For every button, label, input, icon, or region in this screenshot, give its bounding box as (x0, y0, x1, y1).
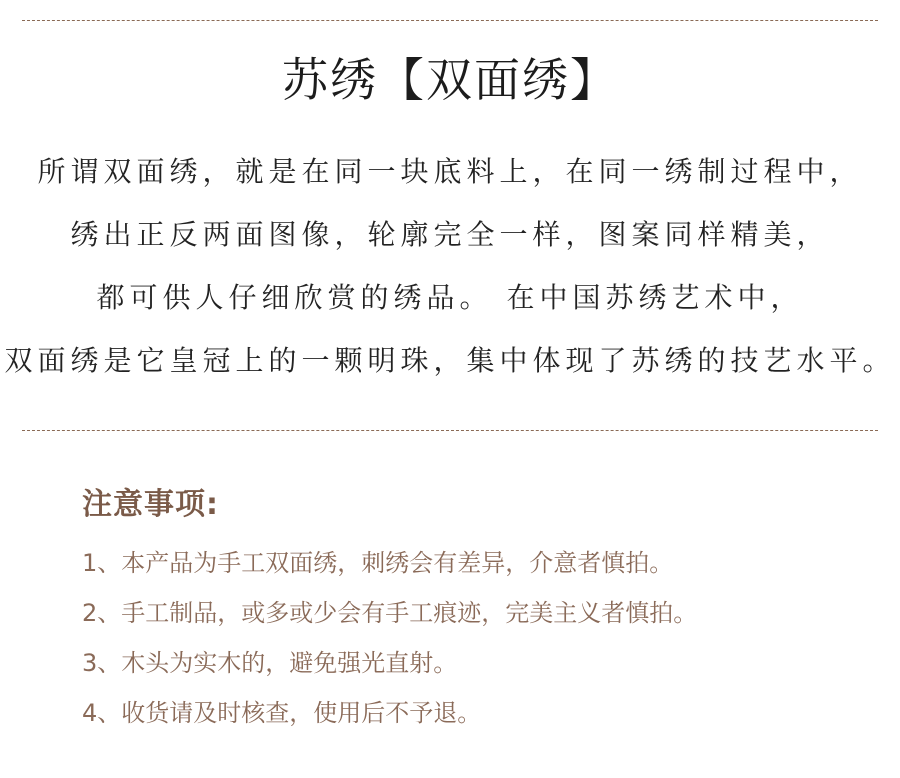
intro-line: 所谓双面绣，就是在同一块底料上，在同一绣制过程中， (37, 155, 863, 188)
page-title: 苏绣【双面绣】 (282, 53, 618, 107)
notes-section (82, 480, 862, 738)
note-item: 1、本产品为手工双面绣，刺绣会有差异，介意者慎拍。 (82, 549, 674, 577)
intro-paragraph (0, 140, 900, 392)
note-item: 3、木头为实木的，避免强光直射。 (82, 649, 458, 677)
middle-divider (22, 430, 878, 431)
intro-line: 绣出正反两面图像，轮廓完全一样，图案同样精美， (70, 218, 830, 251)
note-item: 2、手工制品，或多或少会有手工痕迹，完美主义者慎拍。 (82, 599, 698, 627)
intro-line: 都可供人仔细欣赏的绣品。 在中国苏绣艺术中， (96, 281, 804, 314)
note-item: 4、收货请及时核查，使用后不予退。 (82, 699, 482, 727)
notes-heading: 注意事项: (82, 487, 219, 522)
top-divider (22, 20, 878, 21)
intro-line: 双面绣是它皇冠上的一颗明珠，集中体现了苏绣的技艺水平。 (4, 344, 896, 377)
